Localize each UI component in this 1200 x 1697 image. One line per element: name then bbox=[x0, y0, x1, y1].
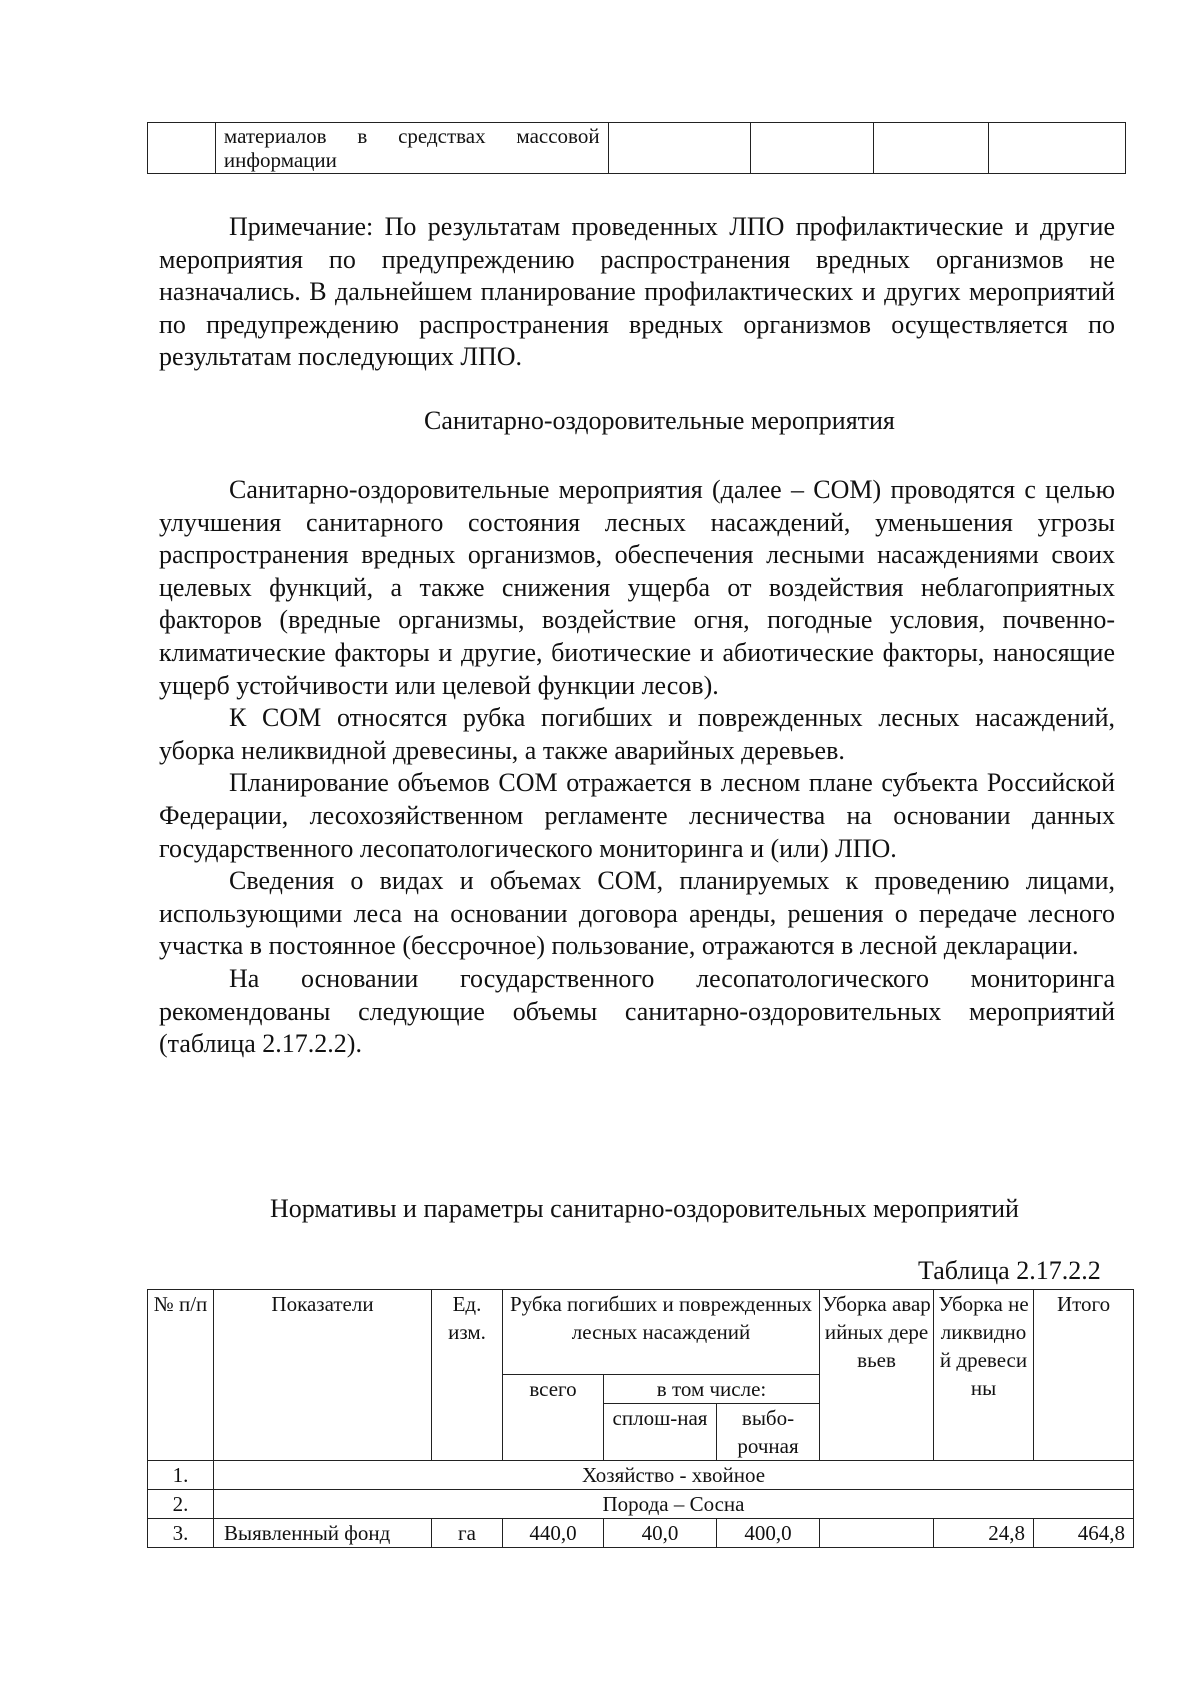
header-clear: сплош-ная bbox=[604, 1404, 717, 1461]
top-table-cell bbox=[751, 123, 874, 174]
row-merged-text: Порода – Сосна bbox=[214, 1490, 1134, 1519]
table-row bbox=[148, 1519, 1134, 1548]
top-table-cell-text: материалов в средствах массовой информации bbox=[215, 123, 608, 174]
row-unit: га bbox=[432, 1519, 503, 1548]
row-num: 1. bbox=[148, 1461, 214, 1490]
header-indicator: Показатели bbox=[214, 1290, 432, 1461]
section-body bbox=[159, 474, 1115, 1061]
norms-table bbox=[147, 1289, 1134, 1548]
row-sum: 464,8 bbox=[1034, 1519, 1134, 1548]
row-illiquid: 24,8 bbox=[934, 1519, 1034, 1548]
paragraph-1: Санитарно-оздоровительные мероприятия (далее – СОМ) проводятся с целью улучшения санитарного состояния лесных насаждений, уменьшения угрозы распространения вредных организмов, обеспечения лесными насаждениями своих целевых функций, а также снижения ущерба от воздействия неблагоприятных факторов (вредные организмы, воздействие огня, погодные условия, почвенно-климатические факторы и другие, биотические и абиотические факторы, наносящие ущерб устойчивости или целевой функции лесов). bbox=[159, 475, 1115, 700]
table-caption: Таблица 2.17.2.2 bbox=[918, 1256, 1101, 1285]
header-num: № п/п bbox=[148, 1290, 214, 1461]
top-table-cell bbox=[608, 123, 751, 174]
section-title: Санитарно-оздоровительные мероприятия bbox=[424, 406, 895, 435]
header-sum: Итого bbox=[1034, 1290, 1134, 1461]
header-including: в том числе: bbox=[604, 1375, 820, 1404]
row-clear: 40,0 bbox=[604, 1519, 717, 1548]
row-merged-text: Хозяйство - хвойное bbox=[214, 1461, 1134, 1490]
paragraph-3: Планирование объемов СОМ отражается в лесном плане субъекта Российской Федерации, лесохозяйственном регламенте лесничества на основании данных государственного лесопатологического мониторинга и (или) ЛПО. bbox=[159, 768, 1115, 863]
header-total-cut: всего bbox=[503, 1375, 604, 1461]
header-emergency: Уборка аварийных деревьев bbox=[820, 1290, 934, 1461]
row-total-cut: 440,0 bbox=[503, 1519, 604, 1548]
header-unit: Ед. изм. bbox=[432, 1290, 503, 1461]
top-table-fragment bbox=[147, 122, 1126, 174]
top-table-cell-num bbox=[148, 123, 216, 174]
table-row bbox=[148, 1461, 1134, 1490]
paragraph-4: Сведения о видах и объемах СОМ, планируемых к проведению лицами, использующими леса на основании договора аренды, решения о передаче лесного участка в постоянное (бессрочное) пользование, отражаются в лесной декларации. bbox=[159, 866, 1115, 961]
header-selective: выбо-рочная bbox=[717, 1404, 820, 1461]
row-emergency bbox=[820, 1519, 934, 1548]
paragraph-5: На основании государственного лесопатологического мониторинга рекомендованы следующие объемы санитарно-оздоровительных мероприятий (таблица 2.17.2.2). bbox=[159, 963, 1115, 1059]
top-table-cell bbox=[989, 123, 1126, 174]
paragraph-2: К СОМ относятся рубка погибших и поврежденных лесных насаждений, уборка неликвидной древесины, а также аварийных деревьев. bbox=[159, 703, 1115, 765]
header-illiquid: Уборка неликвидной древесины bbox=[934, 1290, 1034, 1461]
row-indicator: Выявленный фонд bbox=[214, 1519, 432, 1548]
header-cutting: Рубка погибших и поврежденных лесных насаждений bbox=[503, 1290, 820, 1375]
row-selective: 400,0 bbox=[717, 1519, 820, 1548]
note-paragraph: Примечание: По результатам проведенных ЛПО профилактические и другие мероприятия по предупреждению распространения вредных организмов не назначались. В дальнейшем планирование профилактических и других мероприятий по предупреждению распространения вредных организмов осуществляется по результатам последующих ЛПО. bbox=[159, 212, 1115, 372]
row-num: 2. bbox=[148, 1490, 214, 1519]
top-table-cell bbox=[874, 123, 989, 174]
table-row bbox=[148, 1490, 1134, 1519]
table-title: Нормативы и параметры санитарно-оздоровительных мероприятий bbox=[270, 1194, 1019, 1223]
row-num: 3. bbox=[148, 1519, 214, 1548]
